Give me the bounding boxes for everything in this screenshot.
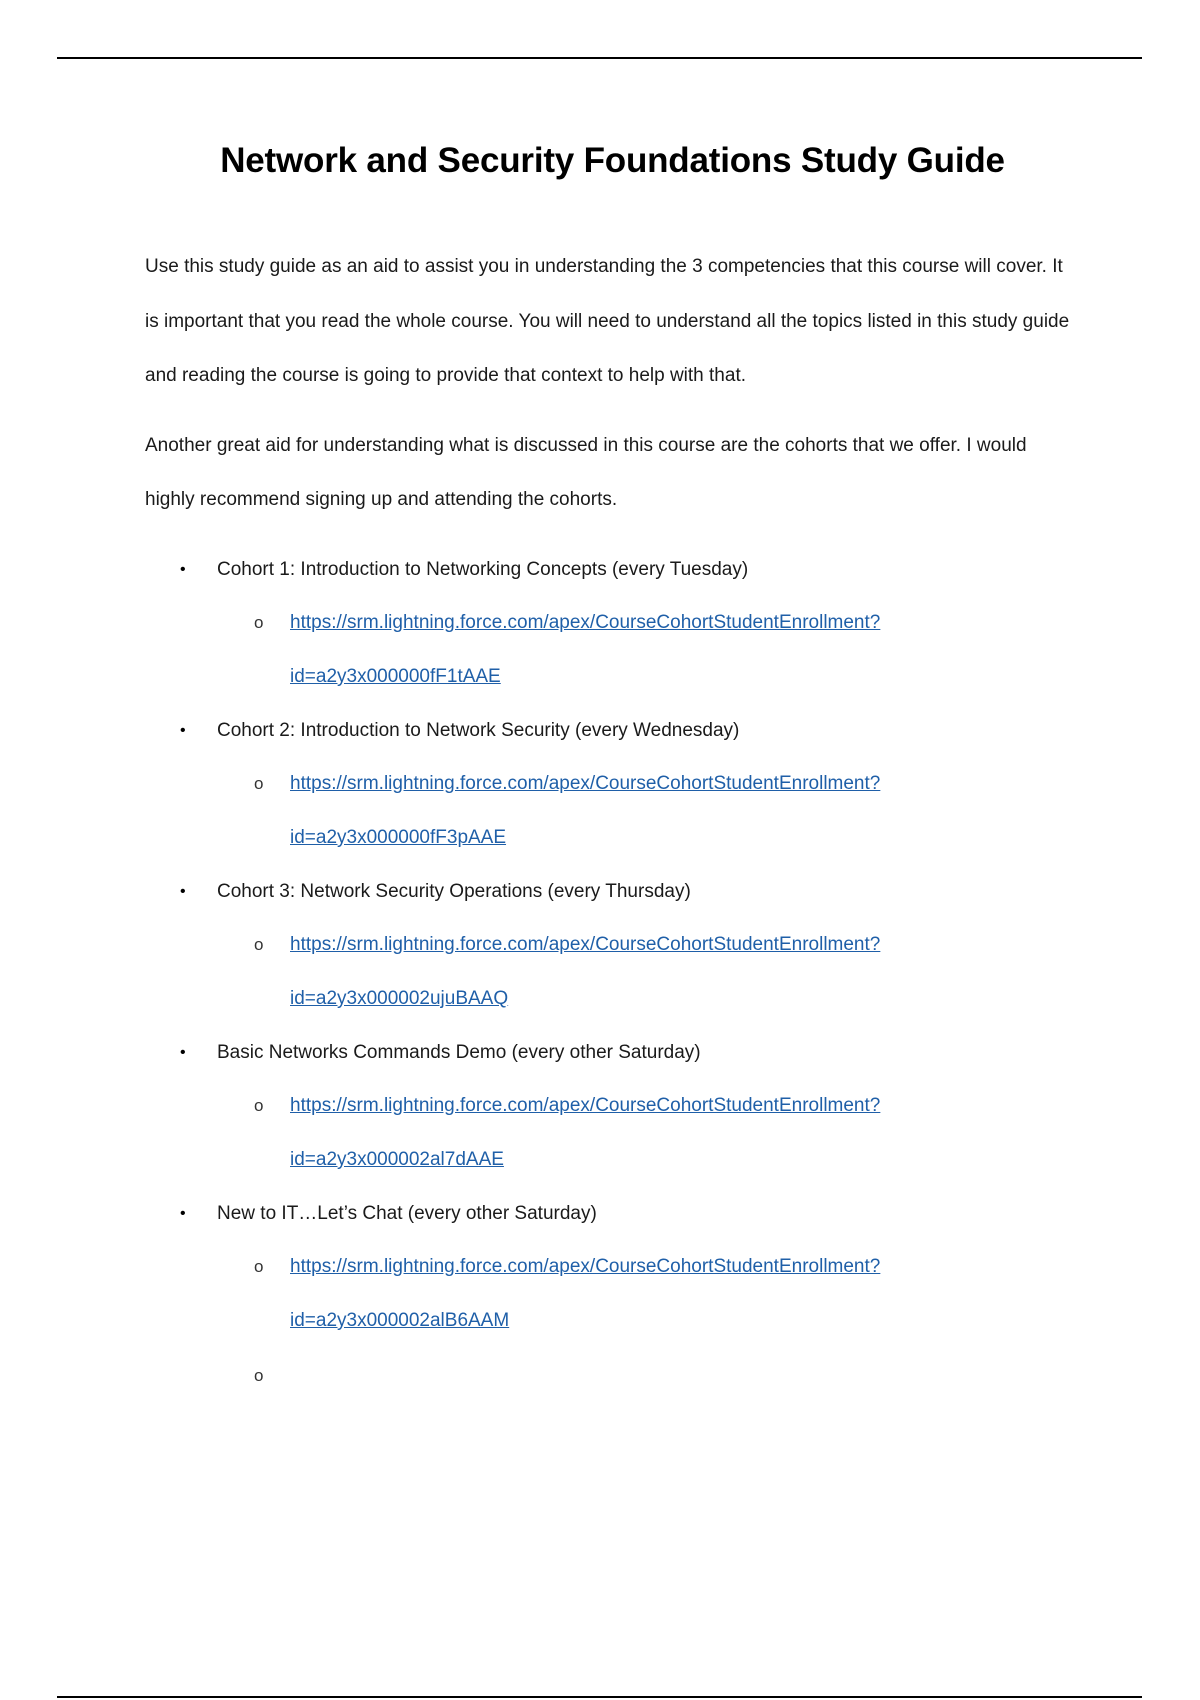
enrollment-link[interactable] [290, 596, 1080, 705]
enrollment-link-url: https://srm.lightning.force.com/apex/CourseCohortStudentEnrollment? [290, 1094, 881, 1116]
sub-bullet-icon: o [254, 1095, 264, 1115]
cohorts-paragraph: Another great aid for understanding what is discussed in this course are the cohorts that we offer. I would highly recommend signing up and attending the cohorts. [145, 434, 1027, 510]
header-rule [57, 57, 1142, 59]
cohort-link-item [217, 1240, 1080, 1349]
cohort-list [145, 544, 1080, 1404]
empty-list-item [217, 1349, 1080, 1404]
cohort-link-list [217, 918, 1080, 1027]
cohort-label: Cohort 3: Network Security Operations (every Thursday) [217, 880, 691, 902]
enrollment-link[interactable] [290, 1079, 1080, 1188]
cohort-item [145, 1188, 1080, 1404]
enrollment-link-url: https://srm.lightning.force.com/apex/CourseCohortStudentEnrollment? [290, 772, 881, 794]
intro-paragraph: Use this study guide as an aid to assist you in understanding the 3 competencies that this course will cover. It is important that you read the whole course. You will need to understand all the topics listed in this study guide and reading the course is going to provide that context to help with that. [145, 256, 1070, 386]
bullet-icon: • [180, 560, 186, 578]
bullet-icon: • [180, 721, 186, 739]
enrollment-link[interactable] [290, 757, 1080, 866]
cohort-item [145, 705, 1080, 866]
cohort-item [145, 1027, 1080, 1188]
cohort-link-list [217, 1240, 1080, 1404]
enrollment-link-url: https://srm.lightning.force.com/apex/CourseCohortStudentEnrollment? [290, 1255, 881, 1277]
enrollment-link-id: id=a2y3x000000fF3pAAE [290, 827, 507, 848]
sub-bullet-icon: o [254, 612, 264, 632]
cohort-link-item [217, 1079, 1080, 1188]
cohort-link-list [217, 596, 1080, 705]
cohort-link-item [217, 596, 1080, 705]
cohort-label: New to IT…Let’s Chat (every other Saturday) [217, 1202, 597, 1224]
enrollment-link[interactable] [290, 918, 1080, 1027]
enrollment-link-id: id=a2y3x000000fF1tAAE [290, 666, 501, 687]
cohort-label: Cohort 2: Introduction to Network Security (every Wednesday) [217, 719, 740, 741]
enrollment-link[interactable] [290, 1240, 1080, 1349]
cohort-link-item [217, 918, 1080, 1027]
enrollment-link-id: id=a2y3x000002al7dAAE [290, 1149, 504, 1170]
cohort-label: Basic Networks Commands Demo (every other Saturday) [217, 1041, 701, 1063]
document-title: Network and Security Foundations Study Guide [220, 141, 1005, 180]
enrollment-link-id: id=a2y3x000002ujuBAAQ [290, 988, 509, 1009]
enrollment-link-url: https://srm.lightning.force.com/apex/CourseCohortStudentEnrollment? [290, 611, 881, 633]
enrollment-link-id: id=a2y3x000002alB6AAM [290, 1310, 510, 1331]
bullet-icon: • [180, 1043, 186, 1061]
cohort-link-list [217, 757, 1080, 866]
sub-bullet-icon: o [254, 773, 264, 793]
footer-rule [57, 1696, 1142, 1698]
bullet-icon: • [180, 1204, 186, 1222]
cohort-item [145, 544, 1080, 705]
document-page [145, 140, 1080, 1403]
cohort-link-list [217, 1079, 1080, 1188]
enrollment-link-url: https://srm.lightning.force.com/apex/CourseCohortStudentEnrollment? [290, 933, 881, 955]
bullet-icon: • [180, 882, 186, 900]
sub-bullet-icon: o [254, 934, 264, 954]
cohort-link-item [217, 757, 1080, 866]
sub-bullet-icon: o [254, 1256, 264, 1276]
cohort-label: Cohort 1: Introduction to Networking Concepts (every Tuesday) [217, 558, 749, 580]
sub-bullet-icon: o [254, 1365, 264, 1385]
cohort-item [145, 866, 1080, 1027]
